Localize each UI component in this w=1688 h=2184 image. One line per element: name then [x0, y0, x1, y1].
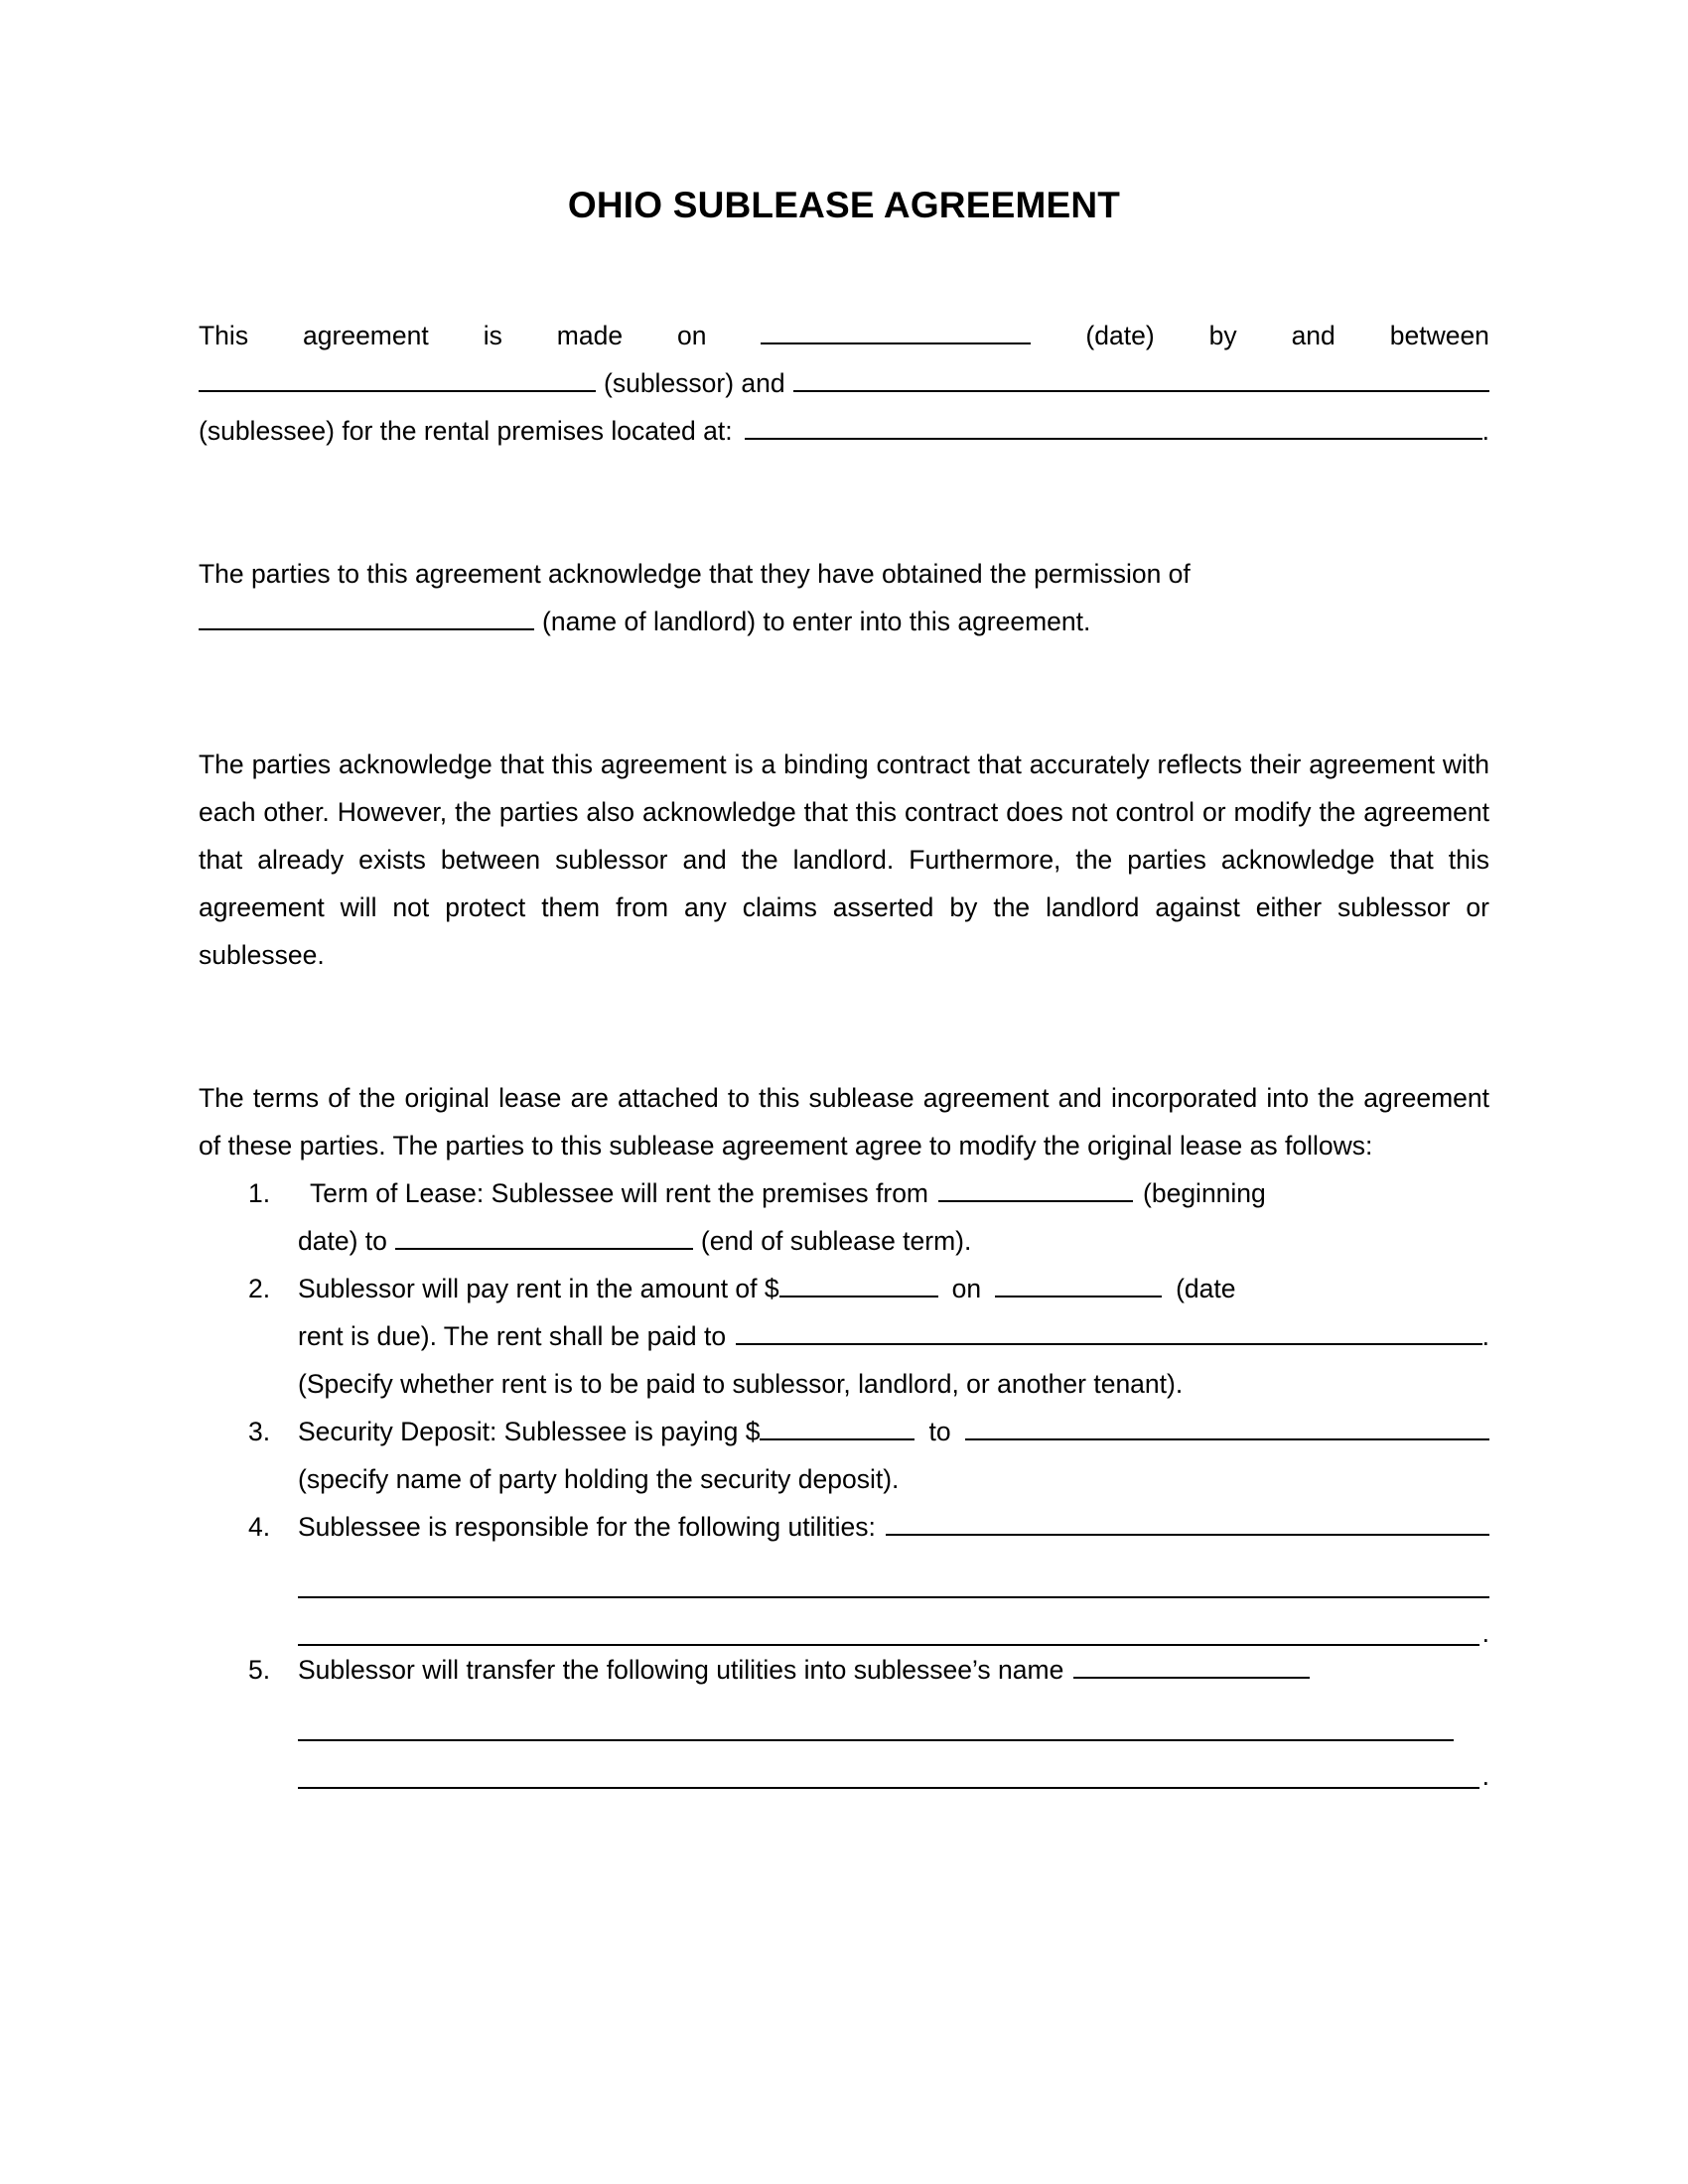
term-item-2: [199, 1265, 1489, 1408]
term-2-text-b: rent is due). The rent shall be paid to: [298, 1321, 727, 1351]
term-number-4: 4.: [248, 1512, 271, 1542]
term-2-line-2: [298, 1312, 1489, 1360]
term-5-line-1: [298, 1646, 1489, 1694]
intro-line-1: [199, 312, 1489, 359]
term-5-blank-row-1: [298, 1694, 1489, 1741]
premises-address-blank-field[interactable]: [745, 414, 1482, 440]
transfer-utilities-blank-field-3[interactable]: [298, 1787, 1479, 1789]
term-1-line-2: [298, 1217, 1489, 1265]
intro-label-date: (date): [1085, 321, 1155, 350]
term-1-label-end: (end of sublease term).: [700, 1226, 972, 1256]
security-deposit-holder-blank-field[interactable]: [965, 1415, 1489, 1440]
term-2-word-on: on: [951, 1274, 982, 1303]
term-item-5: [199, 1646, 1489, 1789]
intro-word-between: between: [1389, 321, 1489, 350]
term-2-line-1: [298, 1265, 1489, 1312]
terms-intro-paragraph: The terms of the original lease are attached to this sublease agreement and incorporated into the agreement of these parties. The parties to this sublease agreement agree to modify the original lease as follows:: [199, 1083, 1489, 1160]
term-item-1: [199, 1169, 1489, 1265]
term-1-text-a: Term of Lease: Sublessee will rent the premises from: [310, 1178, 929, 1208]
term-2-label-date: (date: [1176, 1274, 1236, 1303]
term-4-period: .: [1481, 1617, 1489, 1648]
spacer-after-title: [199, 226, 1489, 312]
intro-word-on: on: [677, 321, 707, 350]
intro-word-agreement: agreement: [303, 321, 429, 350]
sublessee-name-blank-field[interactable]: [793, 366, 1489, 392]
intro-label-premises: (sublessee) for the rental premises located at:: [199, 416, 733, 446]
permission-line-2: [199, 598, 1489, 645]
term-2-line-3: (Specify whether rent is to be paid to sublessor, landlord, or another tenant).: [298, 1369, 1184, 1399]
term-number-3: 3.: [248, 1417, 271, 1446]
page-title: OHIO SUBLEASE AGREEMENT: [567, 185, 1121, 225]
term-5-period: .: [1481, 1760, 1489, 1791]
intro-block: [199, 312, 1489, 455]
term-number-2: 2.: [248, 1274, 271, 1303]
term-4-line-1: [298, 1503, 1489, 1551]
spacer-after-binding: [199, 979, 1489, 1074]
term-4-text-a: Sublessee is responsible for the following utilities:: [298, 1512, 876, 1542]
transfer-utilities-blank-field-2[interactable]: [298, 1739, 1454, 1741]
spacer-after-permission: [199, 645, 1489, 741]
term-item-4: [199, 1503, 1489, 1646]
intro-word-and: and: [1291, 321, 1336, 350]
term-3-word-to: to: [928, 1417, 951, 1446]
term-5-blank-row-2: [298, 1741, 1489, 1789]
term-2-text-a: Sublessor will pay rent in the amount of $: [298, 1274, 779, 1303]
rent-due-date-blank-field[interactable]: [995, 1272, 1162, 1297]
term-1-text-b: date) to: [298, 1226, 387, 1256]
lease-begin-date-blank-field[interactable]: [938, 1176, 1133, 1202]
intro-word-by: by: [1208, 321, 1237, 350]
term-4-blank-row-1: [298, 1551, 1489, 1598]
permission-label-landlord: (name of landlord) to enter into this agreement.: [542, 607, 1091, 636]
intro-word-is: is: [483, 321, 502, 350]
term-item-3: [199, 1408, 1489, 1503]
permission-line-1: The parties to this agreement acknowledge that they have obtained the permission of: [199, 559, 1191, 589]
rent-amount-blank-field[interactable]: [779, 1272, 938, 1297]
sublessor-name-blank-field[interactable]: [199, 366, 596, 392]
security-deposit-amount-blank-field[interactable]: [760, 1415, 914, 1440]
term-2-period: .: [1481, 1321, 1489, 1351]
term-5-text-a: Sublessor will transfer the following utilities into sublessee’s name: [298, 1655, 1064, 1685]
intro-word-made: made: [556, 321, 624, 350]
sublessee-utilities-blank-field-1[interactable]: [886, 1510, 1489, 1536]
term-number-5: 5.: [248, 1655, 271, 1685]
term-4-blank-row-2: [298, 1598, 1489, 1646]
spacer-after-intro: [199, 455, 1489, 550]
term-1-label-beginning: (beginning: [1143, 1178, 1266, 1208]
terms-list: [199, 1169, 1489, 1789]
intro-line-3-period: .: [1481, 416, 1489, 446]
permission-block: [199, 550, 1489, 645]
sublessee-utilities-blank-field-2[interactable]: [298, 1596, 1489, 1598]
term-3-text-a: Security Deposit: Sublessee is paying $: [298, 1417, 761, 1446]
term-3-line-2: (specify name of party holding the security deposit).: [298, 1464, 900, 1494]
transfer-utilities-blank-field-1[interactable]: [1073, 1653, 1310, 1679]
intro-word-this: This: [199, 321, 249, 350]
term-number-1: 1.: [248, 1178, 271, 1208]
intro-line-3: [199, 407, 1489, 455]
date-blank-field[interactable]: [761, 319, 1031, 344]
landlord-name-blank-field[interactable]: [199, 605, 534, 630]
intro-label-sublessor-and: (sublessor) and: [604, 368, 785, 398]
term-3-line-1: [298, 1408, 1489, 1455]
lease-end-date-blank-field[interactable]: [395, 1224, 693, 1250]
term-1-line-1: [298, 1169, 1489, 1217]
rent-payee-blank-field[interactable]: [736, 1319, 1481, 1345]
intro-line-2: [199, 359, 1489, 407]
binding-contract-paragraph: The parties acknowledge that this agreement is a binding contract that accurately reflects their agreement with each other. However, the parties also acknowledge that this contract does not control or modify the agreement that already exists between sublessor and the landlord. Furthermore, the parties acknowledge that this agreement will not protect them from any claims asserted by the landlord against either sublessor or sublessee.: [199, 750, 1489, 970]
